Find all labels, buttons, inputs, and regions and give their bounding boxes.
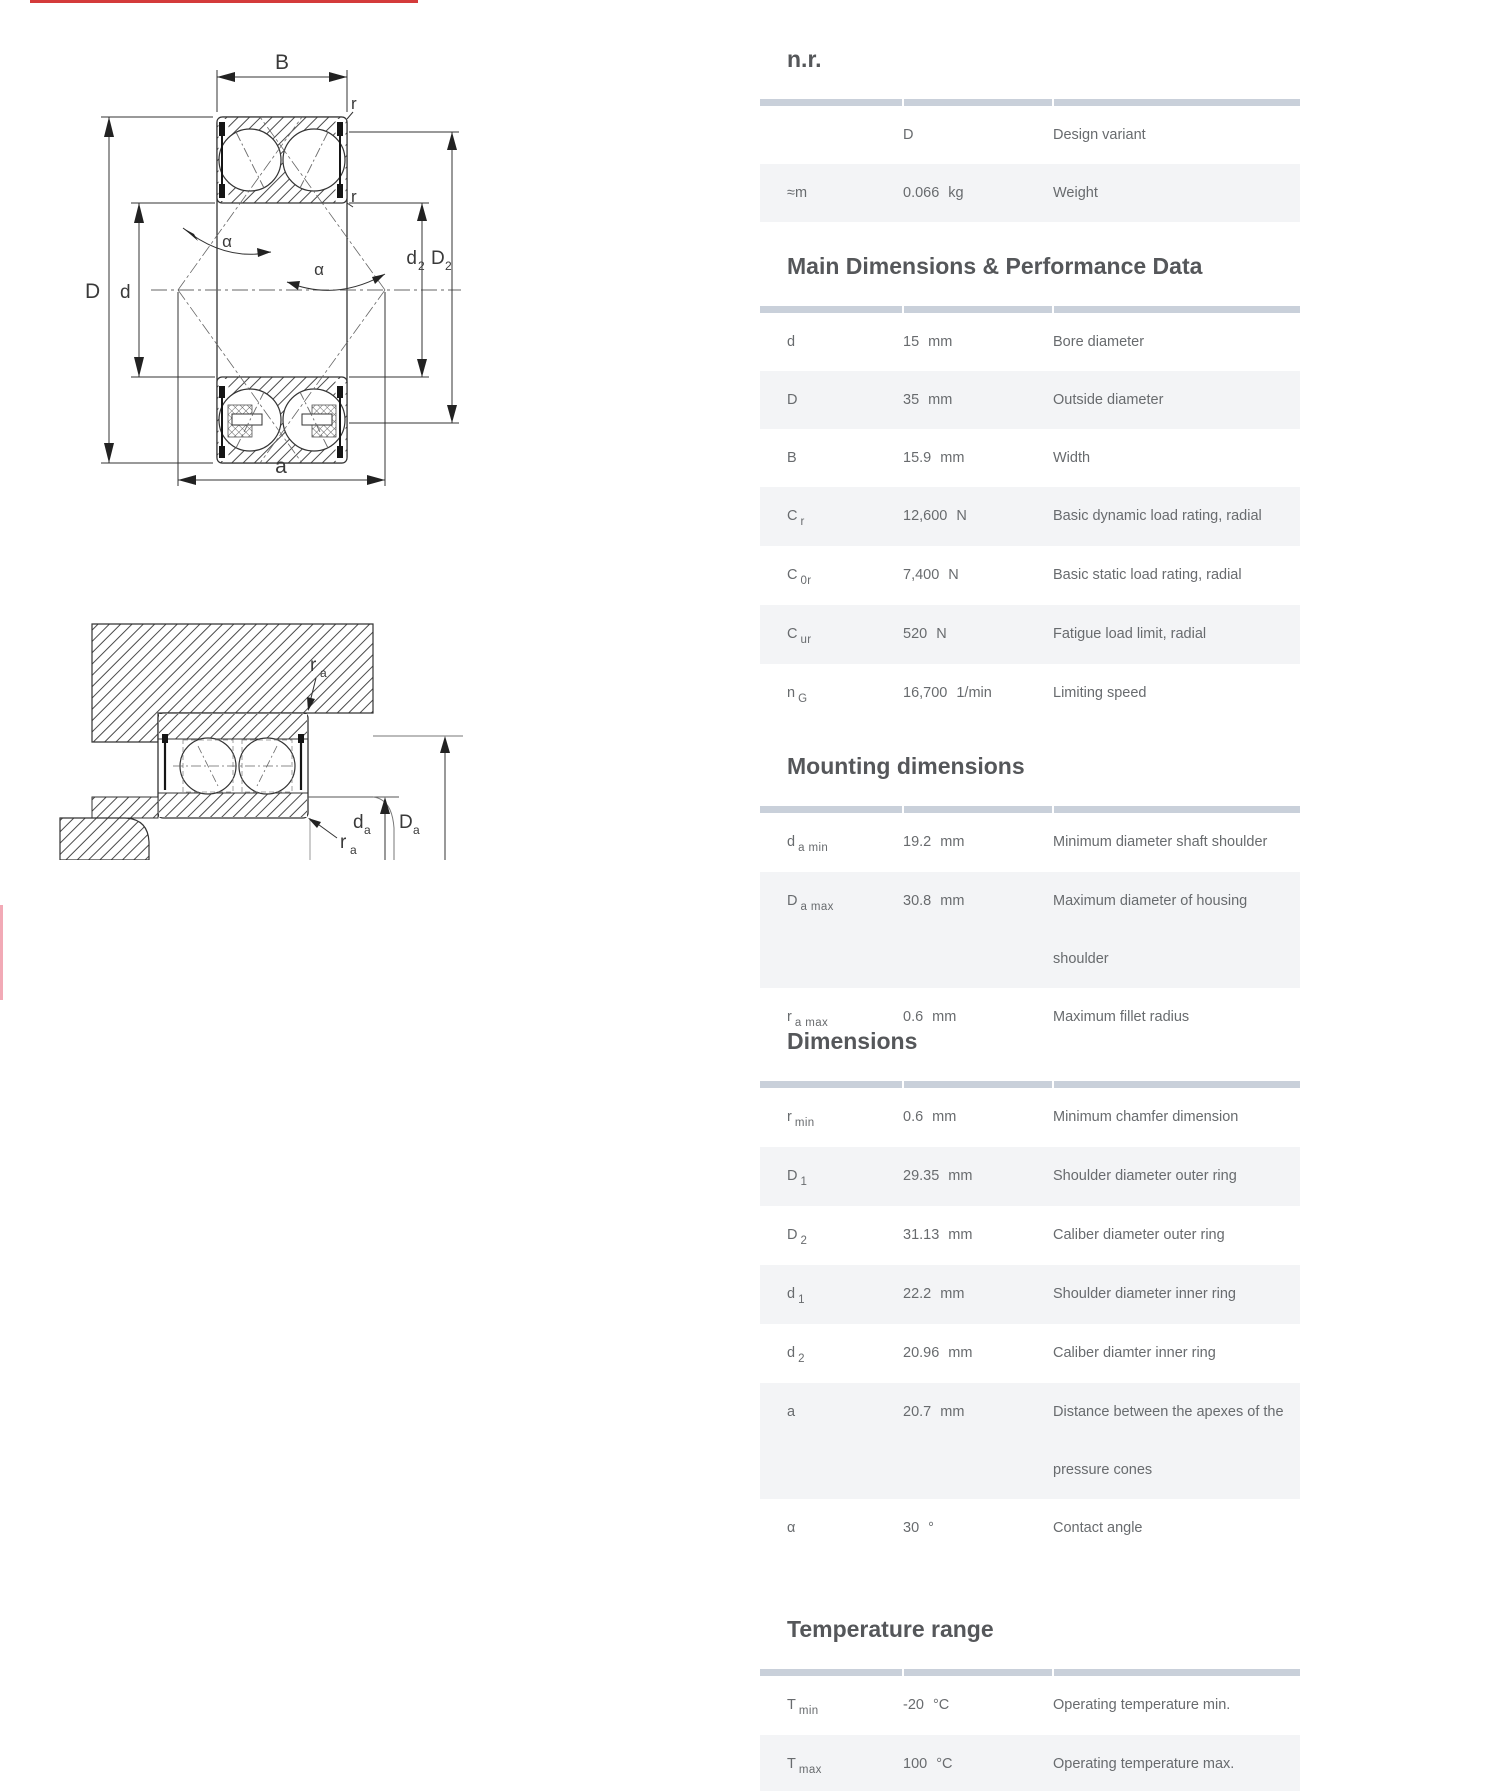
row-symbol-sub: 2 [798,1353,805,1365]
bearing-section [158,713,308,818]
spec-row [760,1206,1300,1265]
row-value: 22.2 [903,1286,932,1302]
row-desc-cell [1053,487,1300,546]
row-value: 0.066 [903,185,940,201]
row-unit: mm [940,893,965,909]
row-value: 15.9 [903,450,932,466]
dimension-D2 [349,132,459,423]
row-value: 20.96 [903,1345,940,1361]
spec-table [760,806,1300,1047]
row-label-cell [787,664,903,723]
row-symbol: D [787,392,798,408]
row-description: Bore diameter [1053,334,1145,350]
dim-label-r: r [351,187,357,206]
row-desc-cell [1053,546,1300,605]
row-symbol-sub: min [798,1705,819,1717]
row-unit: °C [932,1697,950,1713]
row-label-cell [787,106,903,164]
row-description: Operating temperature max. [1053,1756,1235,1772]
row-desc-cell [1053,106,1300,164]
row-symbol-sub: 1 [800,1176,808,1188]
table-top-border [760,306,1300,313]
row-value-cell [903,313,1053,371]
section-title: n.r. [787,46,822,72]
row-label-cell [787,605,903,664]
table-top-border-segment [904,99,1052,106]
row-description: Caliber diamter inner ring [1053,1345,1216,1361]
row-label-cell [787,429,903,487]
row-value-cell [903,1499,1053,1557]
row-desc-cell [1053,371,1300,429]
row-desc-cell [1053,1676,1300,1735]
row-label-cell [787,1088,903,1147]
row-symbol: d [787,834,796,850]
row-symbol: C [787,567,798,583]
dim-label-D2-sub: 2 [445,259,452,273]
row-value: 29.35 [903,1168,940,1184]
row-label-cell [787,1676,903,1735]
table-top-border-segment [760,806,902,813]
row-symbol: a [787,1404,796,1420]
row-value: 30.8 [903,893,932,909]
row-desc-cell [1053,1147,1300,1206]
row-value: 30 [903,1520,920,1536]
row-label-cell [787,313,903,371]
dimension-da [353,797,390,860]
spec-row [760,813,1300,872]
table-top-border [760,1669,1300,1676]
section-title: Mounting dimensions [787,753,1025,779]
row-label-cell [787,813,903,872]
row-symbol-sub: min [794,1117,815,1129]
spec-row [760,664,1300,723]
mounting-drawing [55,530,475,860]
row-symbol-sub: 0r [800,575,812,587]
dimension-B [217,51,347,112]
row-value: 16,700 [903,685,948,701]
row-description: Basic static load rating, radial [1053,567,1242,583]
table-top-border-segment [1054,1669,1300,1676]
row-unit: N [956,508,967,524]
spec-row [760,1676,1300,1735]
row-value-cell [903,487,1053,546]
row-symbol-sub: max [798,1764,822,1776]
row-value-cell [903,164,1053,222]
row-unit: mm [928,392,953,408]
spec-row [760,313,1300,371]
table-top-border-segment [1054,99,1300,106]
row-label-cell [787,546,903,605]
row-unit: mm [928,334,953,350]
dim-label-d: d [120,282,131,303]
row-unit: N [948,567,959,583]
dim-label-ra: r [340,832,347,853]
row-desc-cell [1053,313,1300,371]
row-description: Fatigue load limit, radial [1053,626,1207,642]
section-main-dimensions [760,253,1300,723]
section-title: Temperature range [787,1616,994,1642]
spec-row [760,1147,1300,1206]
row-desc-cell [1053,1088,1300,1147]
row-label-cell [787,1499,903,1557]
row-symbol: d [787,1286,796,1302]
row-value-cell [903,1324,1053,1383]
row-label-cell [787,1324,903,1383]
spec-row [760,1499,1300,1557]
row-value-cell [903,106,1053,164]
table-top-border-segment [1054,306,1300,313]
row-unit: mm [940,1286,965,1302]
spec-row [760,429,1300,487]
row-unit: mm [940,834,965,850]
row-description: Shoulder diameter inner ring [1053,1286,1236,1302]
row-value-cell [903,1206,1053,1265]
row-value: 20.7 [903,1404,932,1420]
row-description: Width [1053,450,1091,466]
row-value-cell [903,371,1053,429]
row-symbol-sub: a min [798,842,829,854]
row-symbol-sub: 2 [800,1235,808,1247]
alpha-label: α [222,232,232,251]
bearing-cross-section-drawing [55,50,475,490]
section-nr [760,46,1300,222]
row-desc-cell [1053,664,1300,723]
row-value-cell [903,1147,1053,1206]
row-unit: mm [948,1227,973,1243]
row-unit: °C [936,1756,953,1772]
row-desc-cell [1053,164,1300,222]
row-description: Design variant [1053,127,1146,143]
dim-label-D: D [85,280,101,303]
spec-row [760,1735,1300,1791]
row-symbol: d [787,1345,796,1361]
row-symbol-sub: 1 [798,1294,805,1306]
row-description: Maximum diameter of housing shoulder [1053,893,1248,967]
row-symbol: D [787,1168,798,1184]
dim-label-ra: r [310,655,317,676]
row-value-cell [903,1735,1053,1791]
row-desc-cell [1053,1324,1300,1383]
table-top-border [760,1081,1300,1088]
row-symbol: n [787,685,796,701]
row-label-cell [787,1735,903,1791]
row-symbol: r [787,1109,792,1125]
table-top-border-segment [904,1669,1052,1676]
row-value-cell [903,1265,1053,1324]
dim-label-r: r [351,94,357,113]
row-value-cell [903,546,1053,605]
row-description: Distance between the apexes of the pressure cones [1053,1404,1284,1478]
row-value: 520 [903,626,928,642]
bearing-upper-section [217,117,347,203]
table-top-border-segment [760,306,902,313]
row-description: Outside diameter [1053,392,1164,408]
spec-table [760,99,1300,222]
spec-row [760,546,1300,605]
row-desc-cell [1053,872,1300,988]
row-value-cell [903,1088,1053,1147]
row-desc-cell [1053,1265,1300,1324]
row-description: Contact angle [1053,1520,1143,1536]
row-unit: ° [928,1520,934,1536]
row-label-cell [787,164,903,222]
row-symbol: T [787,1697,796,1713]
row-desc-cell [1053,1735,1300,1791]
dim-label-d2: d [406,248,417,269]
table-top-border-segment [760,1081,902,1088]
row-label-cell [787,487,903,546]
table-top-border-segment [904,806,1052,813]
fillet-ra-bottom [308,818,357,857]
row-unit: mm [948,1168,973,1184]
row-description: Shoulder diameter outer ring [1053,1168,1237,1184]
row-value-cell [903,1676,1053,1735]
row-value: 12,600 [903,508,948,524]
table-top-border-segment [760,1669,902,1676]
row-symbol-sub: a max [794,1017,829,1029]
row-unit: mm [940,450,965,466]
table-top-border-segment [904,1081,1052,1088]
table-top-border-segment [904,306,1052,313]
row-label-cell [787,1265,903,1324]
row-value: 7,400 [903,567,940,583]
spec-row [760,1088,1300,1147]
dim-label-ra-sub: a [320,666,327,680]
bearing-lower-section [217,377,347,463]
table-top-border [760,806,1300,813]
section-mounting-dimensions [760,753,1300,1047]
row-value: 35 [903,392,920,408]
row-description: Weight [1053,185,1098,201]
row-symbol: ≈m [787,185,808,201]
row-value-cell [903,872,1053,988]
spec-row [760,872,1300,988]
row-symbol-sub: G [798,693,808,705]
section-title: Dimensions [787,1028,918,1054]
spec-row [760,1265,1300,1324]
row-symbol: C [787,508,798,524]
row-unit: mm [932,1109,957,1125]
row-value: 0.6 [903,1109,924,1125]
row-symbol: d [787,334,796,350]
row-symbol: C [787,626,798,642]
row-symbol: r [787,1009,792,1025]
row-value-cell [903,429,1053,487]
table-top-border-segment [1054,806,1300,813]
row-symbol: B [787,450,797,466]
row-label-cell [787,1147,903,1206]
row-unit: kg [948,185,964,201]
row-description: Caliber diameter outer ring [1053,1227,1225,1243]
table-top-border-segment [1054,1081,1300,1088]
dim-label-d2-sub: 2 [418,259,425,273]
row-value-cell [903,813,1053,872]
dim-label-Da-sub: a [413,823,420,837]
spec-row [760,106,1300,164]
chamfer-r-top [347,94,357,119]
row-label-cell [787,371,903,429]
row-description: Minimum chamfer dimension [1053,1109,1239,1125]
spec-table [760,306,1300,723]
spec-row [760,605,1300,664]
row-symbol: D [787,1227,798,1243]
row-value-cell [903,1383,1053,1499]
row-desc-cell [1053,429,1300,487]
dim-label-Da: D [399,812,413,833]
spec-row [760,1383,1300,1499]
row-unit: N [936,626,947,642]
dim-label-D2: D [431,248,445,269]
row-desc-cell [1053,1383,1300,1499]
row-label-cell [787,1206,903,1265]
row-symbol-sub: ur [800,634,812,646]
dim-label-da-sub: a [364,823,371,837]
section-dimensions [760,1028,1300,1557]
alpha-label: α [314,260,324,279]
dim-label-B: B [274,51,290,74]
section-title: Main Dimensions & Performance Data [787,253,1203,279]
row-value: 100 [903,1756,928,1772]
row-value: -20 [903,1697,924,1713]
section-temperature-range [760,1616,1300,1791]
row-description: Basic dynamic load rating, radial [1053,508,1262,524]
row-description: Limiting speed [1053,685,1147,701]
left-edge-mark [0,905,3,1000]
row-value-cell [903,664,1053,723]
row-symbol: α [787,1520,796,1536]
row-symbol-sub: r [800,516,805,528]
chamfer-r-mid [347,187,357,207]
row-desc-cell [1053,605,1300,664]
row-desc-cell [1053,1206,1300,1265]
row-unit: 1/min [956,685,992,701]
dim-label-a: a [275,455,287,478]
row-description: Operating temperature min. [1053,1697,1231,1713]
row-label-cell [787,1383,903,1499]
row-unit: mm [940,1404,965,1420]
row-value: 15 [903,334,920,350]
table-top-border-segment [760,99,902,106]
row-label-cell [787,872,903,988]
spec-row [760,1324,1300,1383]
dim-label-ra-sub: a [350,843,357,857]
row-symbol-sub: a max [800,901,834,913]
dimension-Da [399,736,450,860]
row-description: Minimum diameter shaft shoulder [1053,834,1268,850]
row-unit: mm [948,1345,973,1361]
row-symbol: T [787,1756,796,1772]
row-symbol: D [787,893,798,909]
top-accent-line [30,0,418,3]
row-desc-cell [1053,813,1300,872]
row-value: 31.13 [903,1227,940,1243]
dim-label-da: d [353,812,364,833]
spec-table [760,1669,1300,1791]
spec-row [760,487,1300,546]
row-value: D [903,127,914,143]
row-description: Maximum fillet radius [1053,1009,1190,1025]
row-unit: mm [932,1009,957,1025]
spec-row [760,371,1300,429]
spec-row [760,164,1300,222]
row-value: 0.6 [903,1009,924,1025]
table-top-border [760,99,1300,106]
row-desc-cell [1053,1499,1300,1557]
row-value-cell [903,605,1053,664]
spec-table [760,1081,1300,1557]
row-value: 19.2 [903,834,932,850]
